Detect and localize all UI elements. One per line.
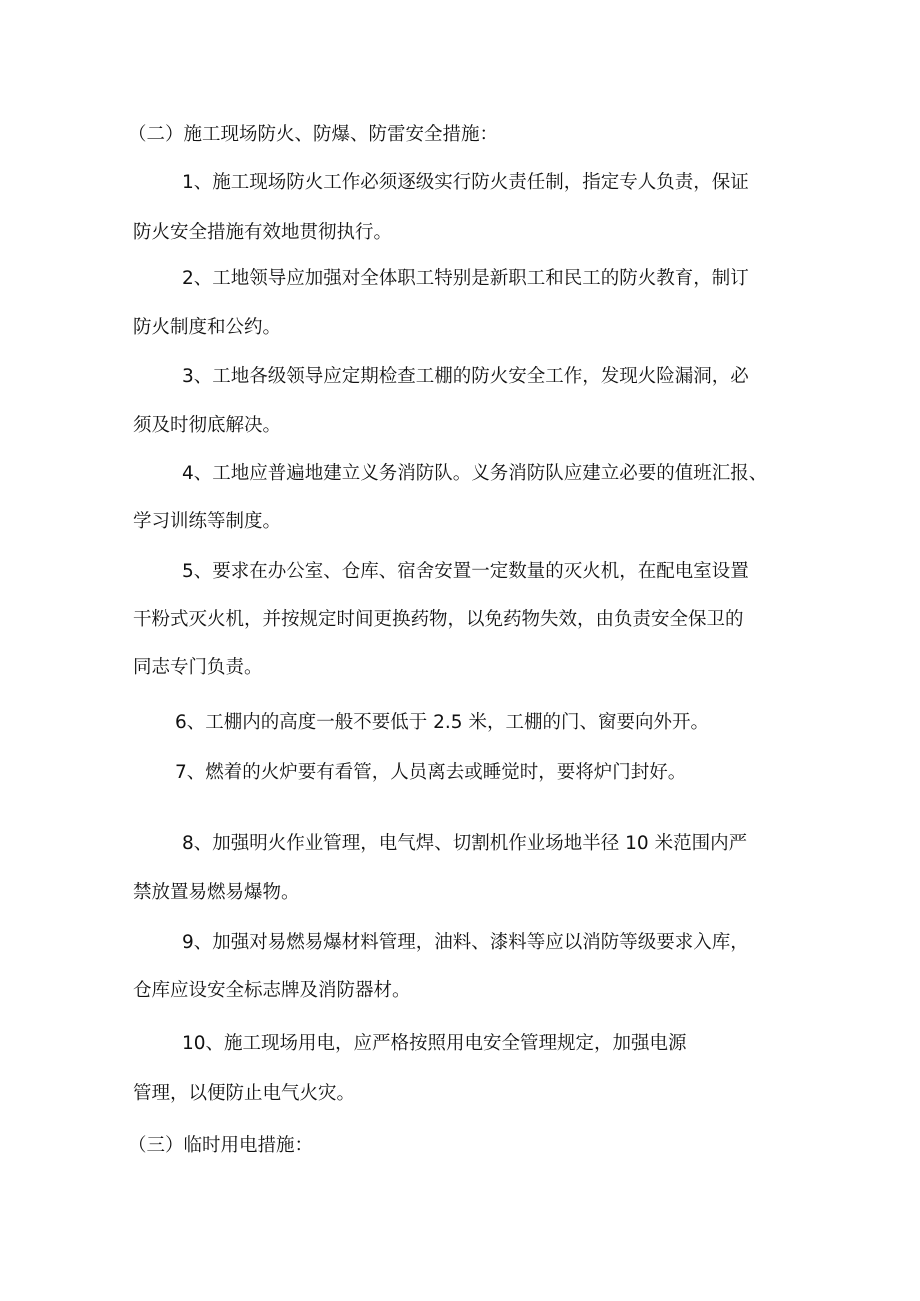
item-2-line-2: 防火制度和公约。 [133,317,282,338]
item-3-line-2: 须及时彻底解决。 [133,415,282,436]
item-5-line-1: 5、要求在办公室、仓库、宿舍安置一定数量的灭火机，在配电室设置 [182,561,749,582]
item-10-line-1: 10、施工现场用电，应严格按照用电安全管理规定，加强电源 [182,1033,687,1054]
item-1-line-2: 防火安全措施有效地贯彻执行。 [133,222,393,243]
item-7-line-1: 7、燃着的火炉要有看管，人员离去或睡觉时，要将炉门封好。 [175,762,687,783]
item-9-line-2: 仓库应设安全标志牌及消防器材。 [133,980,411,1001]
item-5-line-3: 同志专门负责。 [133,657,263,678]
item-8-line-2: 禁放置易燃易爆物。 [133,882,300,903]
item-10-line-2: 管理，以便防止电气火灾。 [133,1083,356,1104]
item-1-line-1: 1、施工现场防火工作必须逐级实行防火责任制，指定专人负责，保证 [182,172,749,193]
item-8-line-1: 8、加强明火作业管理，电气焊、切割机作业场地半径 10 米范围内严 [182,833,748,854]
item-4-line-2: 学习训练等制度。 [133,511,282,532]
item-6-line-1: 6、工棚内的高度一般不要低于 2.5 米，工棚的门、窗要向外开。 [175,712,709,733]
item-5-line-2: 干粉式灭火机，并按规定时间更换药物，以免药物失效，由负责安全保卫的 [133,609,744,630]
item-3-line-1: 3、工地各级领导应定期检查工棚的防火安全工作，发现火险漏洞，必 [182,366,749,387]
item-4-line-1: 4、工地应普遍地建立义务消防队。义务消防队应建立必要的值班汇报、 [182,463,768,484]
section-3-heading: （三）临时用电措施： [128,1135,314,1156]
item-9-line-1: 9、加强对易燃易爆材料管理，油料、漆料等应以消防等级要求入库， [182,932,749,953]
item-2-line-1: 2、工地领导应加强对全体职工特别是新职工和民工的防火教育，制订 [182,268,749,289]
section-2-heading: （二）施工现场防火、防爆、防雷安全措施： [128,124,499,145]
